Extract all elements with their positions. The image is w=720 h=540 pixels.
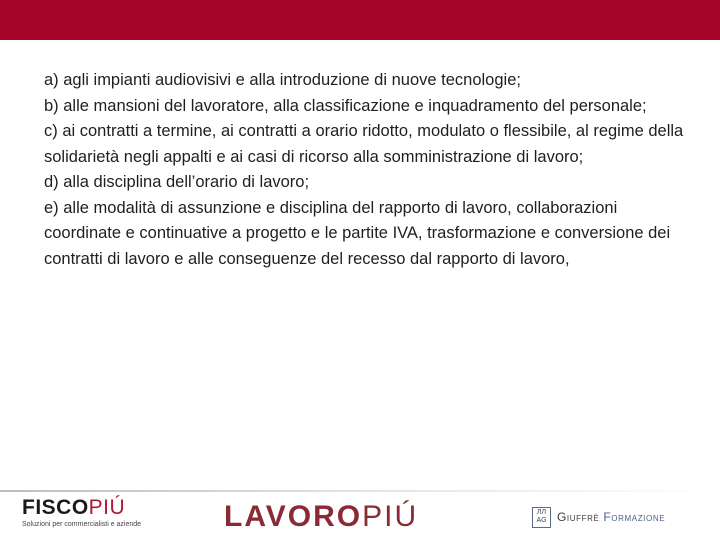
- list-item: e) alle modalità di assunzione e disciplina del rapporto di lavoro, collaborazioni coordinate e continuative a progetto e le partite IVA, trasformazione e conversione dei contratti di lavoro e alle conseguenze del recesso dal rapporto di lavoro,: [44, 198, 671, 268]
- lavoropiu-logo-part1: LAVORO: [224, 500, 363, 533]
- fiscopiu-logo-part1: FISCO: [22, 496, 89, 519]
- fiscopiu-logo-part2: PIÚ: [88, 496, 126, 519]
- giuffre-logo-part2: Formazione: [603, 510, 666, 524]
- header-bar: [0, 0, 720, 40]
- giuffre-formazione-logo: [532, 505, 665, 529]
- fiscopiu-tagline: Soluzioni per commercialisti e aziende: [22, 521, 142, 528]
- lavoropiu-logo-part2: PIÚ: [362, 500, 419, 533]
- ag-icon: ЛЛ AG: [532, 507, 551, 528]
- giuffre-logo-part1: Giuffrè: [557, 510, 600, 524]
- footer-divider: [0, 490, 720, 492]
- fiscopiu-logo: [22, 497, 172, 533]
- list-item: d) alla disciplina dell’orario di lavoro;: [44, 173, 310, 191]
- list-item: a) agli impianti audiovisivi e alla introduzione di nuove tecnologie;: [44, 71, 521, 89]
- slide-body: [44, 68, 694, 272]
- list-item: b) alle mansioni del lavoratore, alla classificazione e inquadramento del personale;: [44, 96, 647, 115]
- list-item: c) ai contratti a termine, ai contratti a orario ridotto, modulato o flessibile, al regime della solidarietà negli appalti e ai casi di ricorso alla somministrazione di lavoro;: [44, 122, 684, 166]
- lavoropiu-logo: [224, 500, 418, 534]
